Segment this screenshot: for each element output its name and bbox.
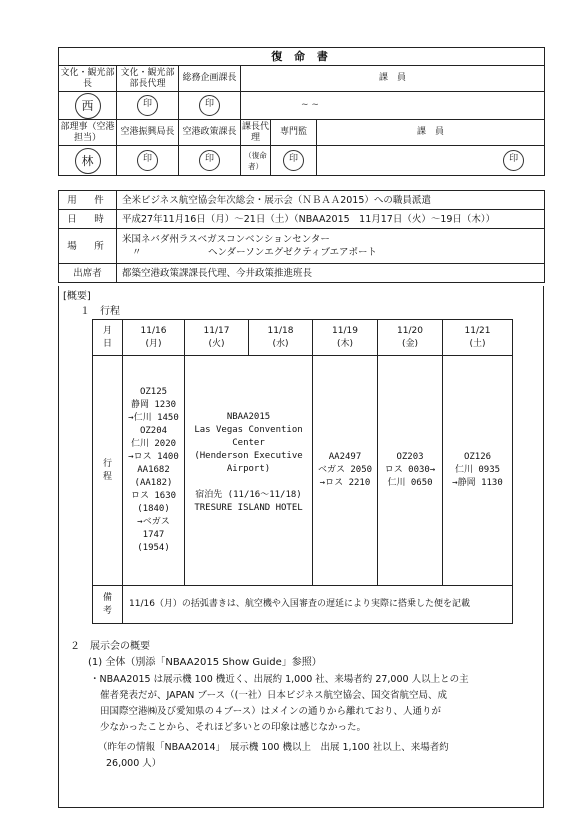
itinerary-line: 宿泊先 (11/16～11/18) (195, 489, 302, 500)
stamp-cell-3 (179, 92, 241, 120)
basho-line-1: 米国ネバダ州ラスベガスコンベンションセンター (122, 234, 330, 245)
itinerary-line: ロス 0030→ (384, 465, 436, 475)
day-date: 11/16 (140, 325, 167, 336)
itinerary-line: 1747 (142, 530, 165, 540)
itinerary-line: 静岡 1230 (130, 400, 177, 410)
section-2-heading: ２ 展示会の概要 (70, 641, 150, 652)
schedule-table (92, 319, 513, 624)
itinerary-line: (1840) (137, 504, 170, 514)
day-date: 11/17 (203, 325, 230, 336)
nichiji-value: 平成27年11月16日（月）～21日（土）（NBAA2015 11月17日（火）～19日（木）） (117, 210, 545, 229)
itinerary-line: (AA182) (134, 478, 173, 488)
day-1119 (313, 320, 378, 356)
shussekisha-value: 都築空港政策課課長代理、今井政策推進班長 (117, 264, 545, 283)
day-1117 (185, 320, 249, 356)
itinerary-line: OZ203 (396, 452, 424, 462)
day-date: 11/19 (332, 325, 358, 336)
para-line: （昨年の情報「NBAA2014」 展示機 100 機以上 出展 1,100 社以上、来場者約 (98, 742, 449, 753)
stamp-cell-8 (317, 146, 545, 176)
role-senmonkan: 専門監 (271, 120, 317, 146)
itinerary-line: OZ204 (139, 426, 168, 436)
itinerary-line: →ロス 1400 (128, 452, 179, 462)
fukumeisha-cell (241, 146, 271, 176)
itinerary-line: →仁川 1450 (128, 413, 179, 423)
itinerary-line: AA2497 (328, 452, 362, 462)
itinerary-1119 (313, 356, 378, 586)
day-dow: (土) (469, 338, 486, 349)
overview-heading: [概要] (63, 291, 91, 302)
basho-line-2: 〃 ヘンダーソンエグゼクティブエアポート (132, 247, 378, 258)
day-1116 (123, 320, 185, 356)
itinerary-line: Las Vegas Convention (194, 424, 303, 435)
itinerary-line: →ロス 2210 (319, 478, 371, 488)
role-somu-kikaku-kacho: 総務企画課長 (179, 66, 241, 92)
label-gyo: 行 (102, 458, 112, 469)
itinerary-1120 (378, 356, 443, 586)
day-1118 (249, 320, 313, 356)
day-date: 11/18 (267, 325, 294, 336)
fukumeisha-label: （復命者） (244, 150, 267, 171)
label-ko: 考 (102, 605, 112, 616)
schedule-row-label (93, 356, 123, 586)
itinerary-line: →静岡 1130 (452, 478, 503, 488)
itinerary-line: TRESURE ISLAND HOTEL (194, 502, 303, 513)
stamp-cell-1 (59, 92, 117, 120)
day-dow: (木) (336, 338, 354, 349)
signature-cell (241, 92, 545, 120)
document-title: 復 命 書 (59, 48, 545, 66)
signature: ~ ~ (301, 100, 319, 110)
itinerary-line: ベガス 2050 (317, 465, 373, 475)
itinerary-line: OZ125 (139, 387, 168, 397)
itinerary-line: NBAA2015 (226, 411, 271, 422)
remark-text: 11/16（月）の括弧書きは、航空機や入国審査の遅延により実際に搭乗した便を記載 (123, 586, 513, 624)
role-kain-1: 課 員 (241, 66, 545, 92)
day-dow: (月) (145, 338, 162, 349)
day-1120 (378, 320, 443, 356)
role-kain-2: 課 員 (317, 120, 545, 146)
nichiji-label: 日 時 (59, 210, 117, 229)
itinerary-line: AA1682 (137, 465, 170, 475)
itinerary-line: (Henderson Executive (194, 450, 303, 461)
seal-stamp: 印 (137, 150, 158, 171)
itinerary-1117-1118 (185, 356, 313, 586)
youken-label: 用 件 (59, 191, 117, 210)
basho-label: 場 所 (59, 229, 117, 264)
basho-value (117, 229, 545, 264)
para-line: ・NBAA2015 は展示機 100 機近く、出展約 1,000 社、来場者約 27,000 人以上との主 (90, 674, 469, 685)
seal-stamp: 印 (283, 150, 304, 171)
seal-stamp: 印 (199, 150, 220, 171)
itinerary-line: →ベガス (137, 517, 170, 527)
itinerary-line (185, 476, 312, 489)
shussekisha-label: 出席者 (59, 264, 117, 283)
itinerary-1121 (443, 356, 513, 586)
label-tsuki: 月 (102, 325, 112, 336)
stamp-cell-7 (271, 146, 317, 176)
role-kuko-shinko-kyokucho: 空港振興局長 (117, 120, 179, 146)
itinerary-line: Airport) (226, 463, 271, 474)
para-line: 田国際空港㈱及び愛知県の４ブース）はメインの通りから離れており、人通りが (100, 706, 442, 717)
stamp-cell-2 (117, 92, 179, 120)
youken-value: 全米ビジネス航空協会年次総会・展示会（ＮＢＡＡ2015）への職員派遣 (117, 191, 545, 210)
role-bunka-buchou-dairi: 文化・観光部部長代理 (117, 66, 179, 92)
stamp-cell-5 (117, 146, 179, 176)
seal-stamp: 西 (75, 93, 101, 119)
day-date: 11/21 (464, 325, 491, 336)
itinerary-line: Center (232, 437, 265, 448)
itinerary-line: ロス 1630 (130, 491, 177, 501)
itinerary-line: 仁川 2020 (130, 439, 177, 449)
stamp-cell-4 (59, 146, 117, 176)
label-bi: 備 (102, 592, 112, 603)
role-bunka-buchou: 文化・観光部長 (59, 66, 117, 92)
para-line: 少なかったことから、それほど多いとの印象は感じなかった。 (100, 722, 367, 733)
schedule-header-label (93, 320, 123, 356)
seal-stamp: 印 (503, 150, 524, 171)
seal-stamp: 林 (75, 148, 101, 174)
day-dow: (水) (272, 338, 289, 349)
stamp-cell-6 (179, 146, 241, 176)
day-date: 11/20 (397, 325, 423, 336)
role-kacho-dairi: 課長代理 (241, 120, 271, 146)
seal-stamp: 印 (199, 95, 220, 116)
day-1121 (443, 320, 513, 356)
approval-table (58, 47, 545, 176)
section-1-heading: １ 行程 (80, 306, 120, 317)
paragraph-2 (98, 740, 538, 772)
itinerary-1116 (123, 356, 185, 586)
itinerary-line: (1954) (137, 543, 170, 553)
info-table (58, 190, 545, 283)
itinerary-line: OZ126 (463, 452, 492, 462)
role-buriji: 部理事（空港担当） (59, 120, 117, 146)
day-dow: (火) (208, 338, 225, 349)
paragraph-1 (90, 672, 530, 736)
day-dow: (金) (401, 338, 419, 349)
label-tei: 程 (102, 471, 112, 482)
subsection-1-heading: (1) 全体（別添「NBAA2015 Show Guide」参照） (88, 657, 322, 668)
remark-label (93, 586, 123, 624)
itinerary-line: 仁川 0650 (387, 478, 433, 488)
role-kuko-seisaku-kacho: 空港政策課長 (179, 120, 241, 146)
para-line: 26,000 人） (106, 758, 162, 769)
seal-stamp: 印 (137, 95, 158, 116)
para-line: 催者発表だが、JAPAN ブース（(一社）日本ビジネス航空協会、国交省航空局、成 (100, 690, 448, 701)
label-hi: 日 (102, 338, 112, 349)
itinerary-line: 仁川 0935 (454, 465, 501, 475)
